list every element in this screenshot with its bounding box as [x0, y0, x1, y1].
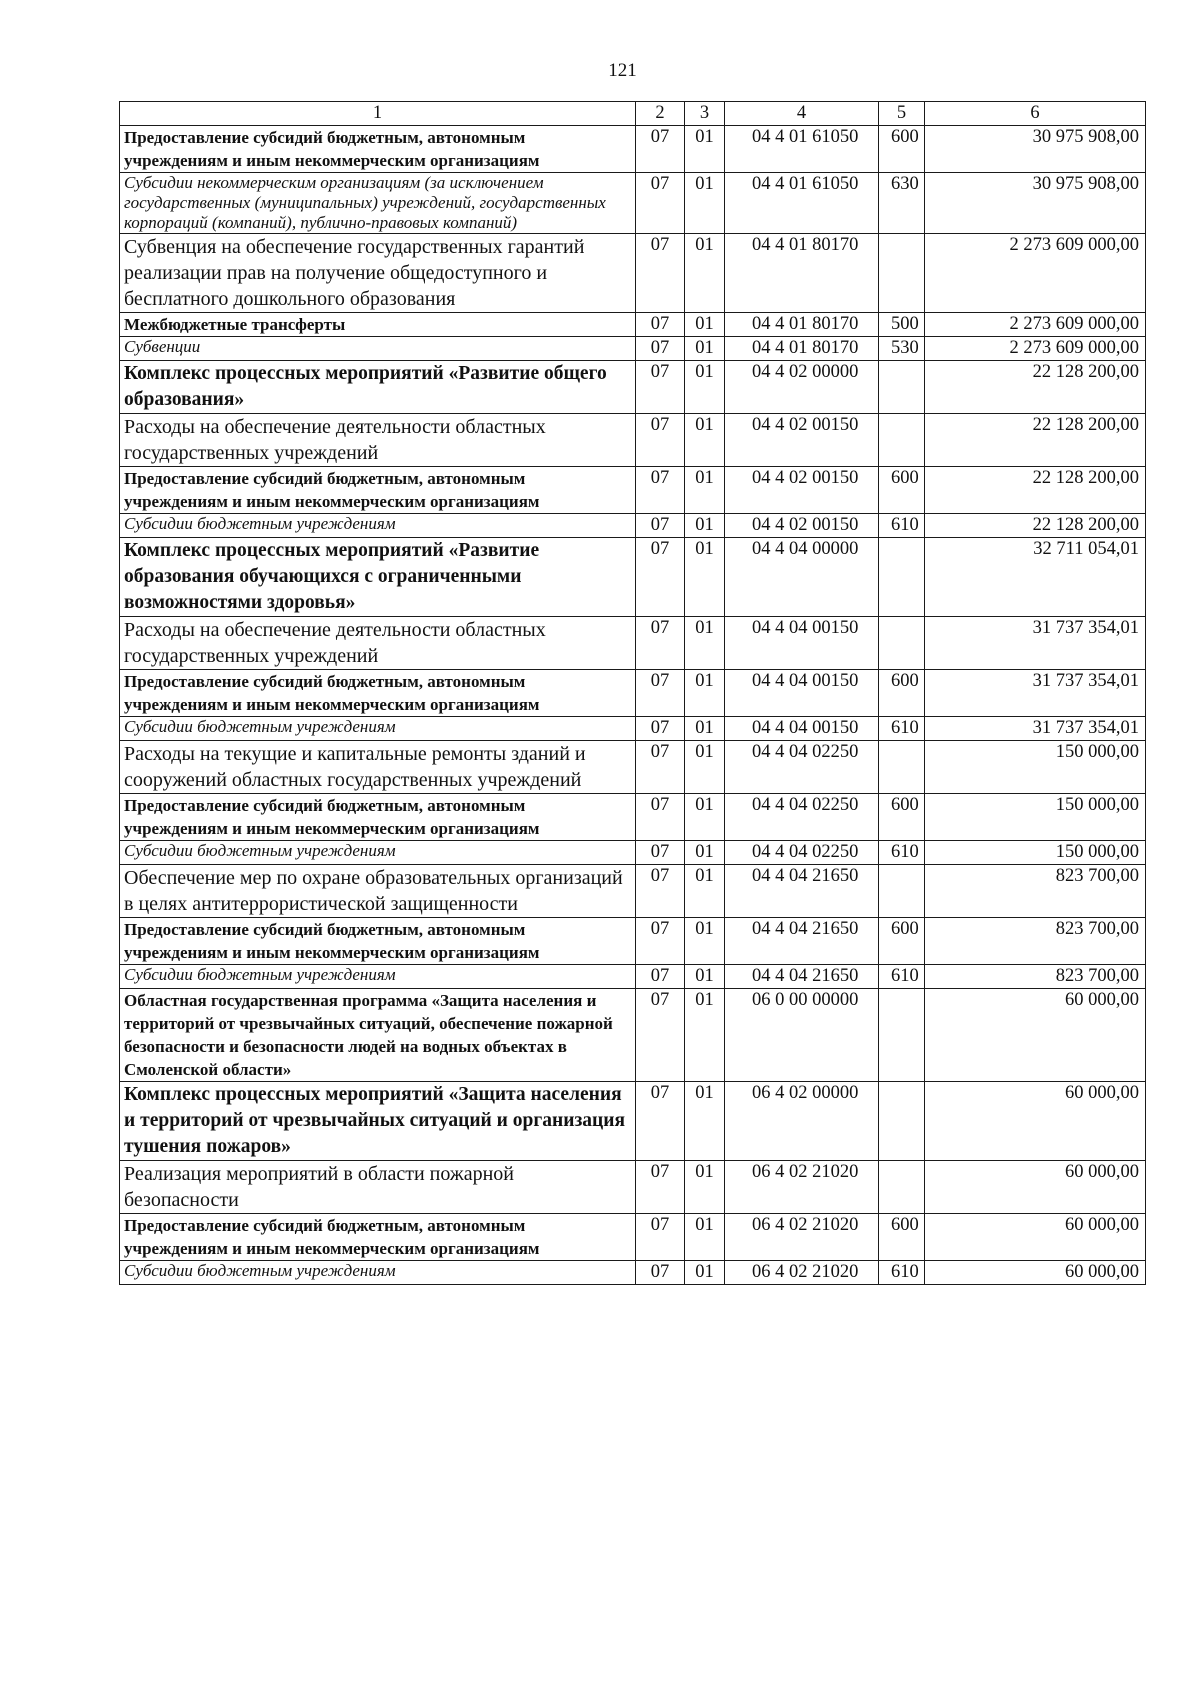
header-col-6: 6: [925, 102, 1146, 126]
row-name-cell: Субсидии бюджетным учреждениям: [120, 717, 636, 741]
row-expense-type-cell: 600: [879, 918, 925, 965]
row-expense-type-cell: 610: [879, 841, 925, 865]
table-row: [120, 173, 1146, 234]
row-section-cell: 07: [636, 965, 685, 989]
row-subsection-cell: 01: [685, 514, 725, 538]
row-amount-cell: 31 737 354,01: [925, 617, 1146, 670]
row-section-cell: 07: [636, 670, 685, 717]
row-name-cell: Предоставление субсидий бюджетным, автономным учреждениям и иным некоммерческим организациям: [120, 794, 636, 841]
row-name-cell: Субсидии некоммерческим организациям (за исключением государственных (муниципальных) учреждений, государственных корпораций (компаний), публично-правовых компаний): [120, 173, 636, 234]
row-section-cell: 07: [636, 717, 685, 741]
table-header-row: [120, 102, 1146, 126]
row-name-cell: Комплекс процессных мероприятий «Развитие образования обучающихся с ограниченными возможностями здоровья»: [120, 538, 636, 617]
row-subsection-cell: 01: [685, 670, 725, 717]
header-col-3: 3: [685, 102, 725, 126]
row-section-cell: 07: [636, 841, 685, 865]
row-target-code-cell: 04 4 04 02250: [725, 841, 879, 865]
row-subsection-cell: 01: [685, 865, 725, 918]
row-amount-cell: 31 737 354,01: [925, 717, 1146, 741]
row-target-code-cell: 06 0 00 00000: [725, 989, 879, 1082]
row-expense-type-cell: 500: [879, 313, 925, 337]
row-name-cell: Расходы на текущие и капитальные ремонты зданий и сооружений областных государственных учреждений: [120, 741, 636, 794]
row-target-code-cell: 06 4 02 00000: [725, 1082, 879, 1161]
row-expense-type-cell: 600: [879, 794, 925, 841]
row-target-code-cell: 04 4 04 00150: [725, 670, 879, 717]
row-section-cell: 07: [636, 337, 685, 361]
row-expense-type-cell: [879, 865, 925, 918]
table-row: [120, 313, 1146, 337]
row-name-cell: Субсидии бюджетным учреждениям: [120, 1261, 636, 1285]
row-section-cell: 07: [636, 617, 685, 670]
row-section-cell: 07: [636, 361, 685, 414]
row-subsection-cell: 01: [685, 361, 725, 414]
row-name-cell: Расходы на обеспечение деятельности областных государственных учреждений: [120, 414, 636, 467]
row-name-cell: Субсидии бюджетным учреждениям: [120, 841, 636, 865]
row-subsection-cell: 01: [685, 234, 725, 313]
row-name-cell: Комплекс процессных мероприятий «Развитие общего образования»: [120, 361, 636, 414]
header-col-5: 5: [879, 102, 925, 126]
row-section-cell: 07: [636, 126, 685, 173]
row-target-code-cell: 04 4 01 80170: [725, 337, 879, 361]
row-expense-type-cell: 600: [879, 467, 925, 514]
row-expense-type-cell: 630: [879, 173, 925, 234]
row-amount-cell: 60 000,00: [925, 1082, 1146, 1161]
row-amount-cell: 31 737 354,01: [925, 670, 1146, 717]
row-subsection-cell: 01: [685, 989, 725, 1082]
row-amount-cell: 60 000,00: [925, 989, 1146, 1082]
row-target-code-cell: 04 4 01 80170: [725, 234, 879, 313]
row-expense-type-cell: [879, 617, 925, 670]
row-name-cell: Реализация мероприятий в области пожарной безопасности: [120, 1161, 636, 1214]
row-subsection-cell: 01: [685, 918, 725, 965]
row-amount-cell: 150 000,00: [925, 741, 1146, 794]
row-amount-cell: 60 000,00: [925, 1161, 1146, 1214]
row-expense-type-cell: [879, 538, 925, 617]
table-row: [120, 1161, 1146, 1214]
row-target-code-cell: 04 4 04 02250: [725, 741, 879, 794]
row-expense-type-cell: 530: [879, 337, 925, 361]
header-col-1: 1: [120, 102, 636, 126]
row-expense-type-cell: 600: [879, 670, 925, 717]
row-subsection-cell: 01: [685, 126, 725, 173]
row-section-cell: 07: [636, 234, 685, 313]
row-target-code-cell: 04 4 02 00150: [725, 514, 879, 538]
table-row: [120, 337, 1146, 361]
row-expense-type-cell: [879, 414, 925, 467]
row-expense-type-cell: [879, 1161, 925, 1214]
row-amount-cell: 60 000,00: [925, 1261, 1146, 1285]
row-amount-cell: 2 273 609 000,00: [925, 234, 1146, 313]
table-row: [120, 865, 1146, 918]
row-subsection-cell: 01: [685, 538, 725, 617]
table-row: [120, 1082, 1146, 1161]
row-section-cell: 07: [636, 467, 685, 514]
row-expense-type-cell: [879, 361, 925, 414]
row-subsection-cell: 01: [685, 717, 725, 741]
table-row: [120, 989, 1146, 1082]
row-target-code-cell: 04 4 04 21650: [725, 865, 879, 918]
row-subsection-cell: 01: [685, 741, 725, 794]
row-name-cell: Областная государственная программа «Защита населения и территорий от чрезвычайных ситуаций, обеспечение пожарной безопасности и безопасности людей на водных объектах в Смоленской области»: [120, 989, 636, 1082]
header-col-4: 4: [725, 102, 879, 126]
row-expense-type-cell: [879, 234, 925, 313]
row-amount-cell: 60 000,00: [925, 1214, 1146, 1261]
row-amount-cell: 2 273 609 000,00: [925, 313, 1146, 337]
row-amount-cell: 22 128 200,00: [925, 361, 1146, 414]
row-amount-cell: 823 700,00: [925, 918, 1146, 965]
row-name-cell: Предоставление субсидий бюджетным, автономным учреждениям и иным некоммерческим организациям: [120, 467, 636, 514]
row-section-cell: 07: [636, 414, 685, 467]
page-number: 121: [608, 60, 637, 81]
row-section-cell: 07: [636, 173, 685, 234]
table-row: [120, 670, 1146, 717]
row-amount-cell: 32 711 054,01: [925, 538, 1146, 617]
row-name-cell: Предоставление субсидий бюджетным, автономным учреждениям и иным некоммерческим организациям: [120, 126, 636, 173]
row-section-cell: 07: [636, 865, 685, 918]
row-target-code-cell: 06 4 02 21020: [725, 1161, 879, 1214]
table-row: [120, 918, 1146, 965]
table-row: [120, 126, 1146, 173]
row-amount-cell: 823 700,00: [925, 965, 1146, 989]
row-subsection-cell: 01: [685, 1082, 725, 1161]
row-name-cell: Предоставление субсидий бюджетным, автономным учреждениям и иным некоммерческим организациям: [120, 918, 636, 965]
row-section-cell: 07: [636, 741, 685, 794]
row-expense-type-cell: [879, 741, 925, 794]
row-amount-cell: 30 975 908,00: [925, 126, 1146, 173]
row-subsection-cell: 01: [685, 414, 725, 467]
row-name-cell: Межбюджетные трансферты: [120, 313, 636, 337]
row-name-cell: Предоставление субсидий бюджетным, автономным учреждениям и иным некоммерческим организациям: [120, 1214, 636, 1261]
row-target-code-cell: 06 4 02 21020: [725, 1214, 879, 1261]
row-amount-cell: 823 700,00: [925, 865, 1146, 918]
table-row: [120, 741, 1146, 794]
row-section-cell: 07: [636, 1161, 685, 1214]
row-target-code-cell: 04 4 01 61050: [725, 173, 879, 234]
table-row: [120, 965, 1146, 989]
row-subsection-cell: 01: [685, 965, 725, 989]
row-amount-cell: 22 128 200,00: [925, 514, 1146, 538]
row-name-cell: Субсидии бюджетным учреждениям: [120, 965, 636, 989]
row-subsection-cell: 01: [685, 794, 725, 841]
row-target-code-cell: 04 4 02 00150: [725, 414, 879, 467]
row-expense-type-cell: 610: [879, 1261, 925, 1285]
row-subsection-cell: 01: [685, 313, 725, 337]
row-target-code-cell: 04 4 01 61050: [725, 126, 879, 173]
row-expense-type-cell: 600: [879, 126, 925, 173]
row-name-cell: Предоставление субсидий бюджетным, автономным учреждениям и иным некоммерческим организациям: [120, 670, 636, 717]
row-target-code-cell: 04 4 04 21650: [725, 965, 879, 989]
row-name-cell: Субвенции: [120, 337, 636, 361]
row-section-cell: 07: [636, 1261, 685, 1285]
row-section-cell: 07: [636, 538, 685, 617]
row-target-code-cell: 04 4 02 00000: [725, 361, 879, 414]
table-row: [120, 617, 1146, 670]
header-col-2: 2: [636, 102, 685, 126]
row-subsection-cell: 01: [685, 173, 725, 234]
table-row: [120, 538, 1146, 617]
budget-table: [119, 101, 1146, 1285]
row-section-cell: 07: [636, 1214, 685, 1261]
row-section-cell: 07: [636, 989, 685, 1082]
row-name-cell: Комплекс процессных мероприятий «Защита населения и территорий от чрезвычайных ситуаций и организация тушения пожаров»: [120, 1082, 636, 1161]
row-subsection-cell: 01: [685, 1161, 725, 1214]
row-name-cell: Субсидии бюджетным учреждениям: [120, 514, 636, 538]
row-expense-type-cell: 610: [879, 514, 925, 538]
row-subsection-cell: 01: [685, 337, 725, 361]
row-amount-cell: 30 975 908,00: [925, 173, 1146, 234]
row-target-code-cell: 04 4 04 21650: [725, 918, 879, 965]
row-target-code-cell: 06 4 02 21020: [725, 1261, 879, 1285]
row-target-code-cell: 04 4 04 02250: [725, 794, 879, 841]
row-amount-cell: 22 128 200,00: [925, 467, 1146, 514]
row-target-code-cell: 04 4 04 00000: [725, 538, 879, 617]
row-section-cell: 07: [636, 1082, 685, 1161]
table-row: [120, 514, 1146, 538]
table-row: [120, 1214, 1146, 1261]
row-target-code-cell: 04 4 04 00150: [725, 617, 879, 670]
row-amount-cell: 22 128 200,00: [925, 414, 1146, 467]
row-section-cell: 07: [636, 313, 685, 337]
row-target-code-cell: 04 4 02 00150: [725, 467, 879, 514]
table-row: [120, 841, 1146, 865]
row-target-code-cell: 04 4 04 00150: [725, 717, 879, 741]
row-name-cell: Расходы на обеспечение деятельности областных государственных учреждений: [120, 617, 636, 670]
row-section-cell: 07: [636, 514, 685, 538]
table-row: [120, 467, 1146, 514]
row-subsection-cell: 01: [685, 617, 725, 670]
row-expense-type-cell: 610: [879, 717, 925, 741]
row-name-cell: Обеспечение мер по охране образовательных организаций в целях антитеррористической защищенности: [120, 865, 636, 918]
row-amount-cell: 150 000,00: [925, 794, 1146, 841]
row-subsection-cell: 01: [685, 841, 725, 865]
row-name-cell: Субвенция на обеспечение государственных гарантий реализации прав на получение общедоступного и бесплатного дошкольного образования: [120, 234, 636, 313]
row-expense-type-cell: 600: [879, 1214, 925, 1261]
row-expense-type-cell: [879, 989, 925, 1082]
row-expense-type-cell: 610: [879, 965, 925, 989]
row-subsection-cell: 01: [685, 1261, 725, 1285]
row-section-cell: 07: [636, 794, 685, 841]
table-row: [120, 234, 1146, 313]
row-target-code-cell: 04 4 01 80170: [725, 313, 879, 337]
row-expense-type-cell: [879, 1082, 925, 1161]
row-subsection-cell: 01: [685, 1214, 725, 1261]
row-amount-cell: 150 000,00: [925, 841, 1146, 865]
table-row: [120, 794, 1146, 841]
row-subsection-cell: 01: [685, 467, 725, 514]
table-row: [120, 1261, 1146, 1285]
table-body: [120, 126, 1146, 1285]
row-amount-cell: 2 273 609 000,00: [925, 337, 1146, 361]
table-row: [120, 717, 1146, 741]
row-section-cell: 07: [636, 918, 685, 965]
table-row: [120, 361, 1146, 414]
table-row: [120, 414, 1146, 467]
